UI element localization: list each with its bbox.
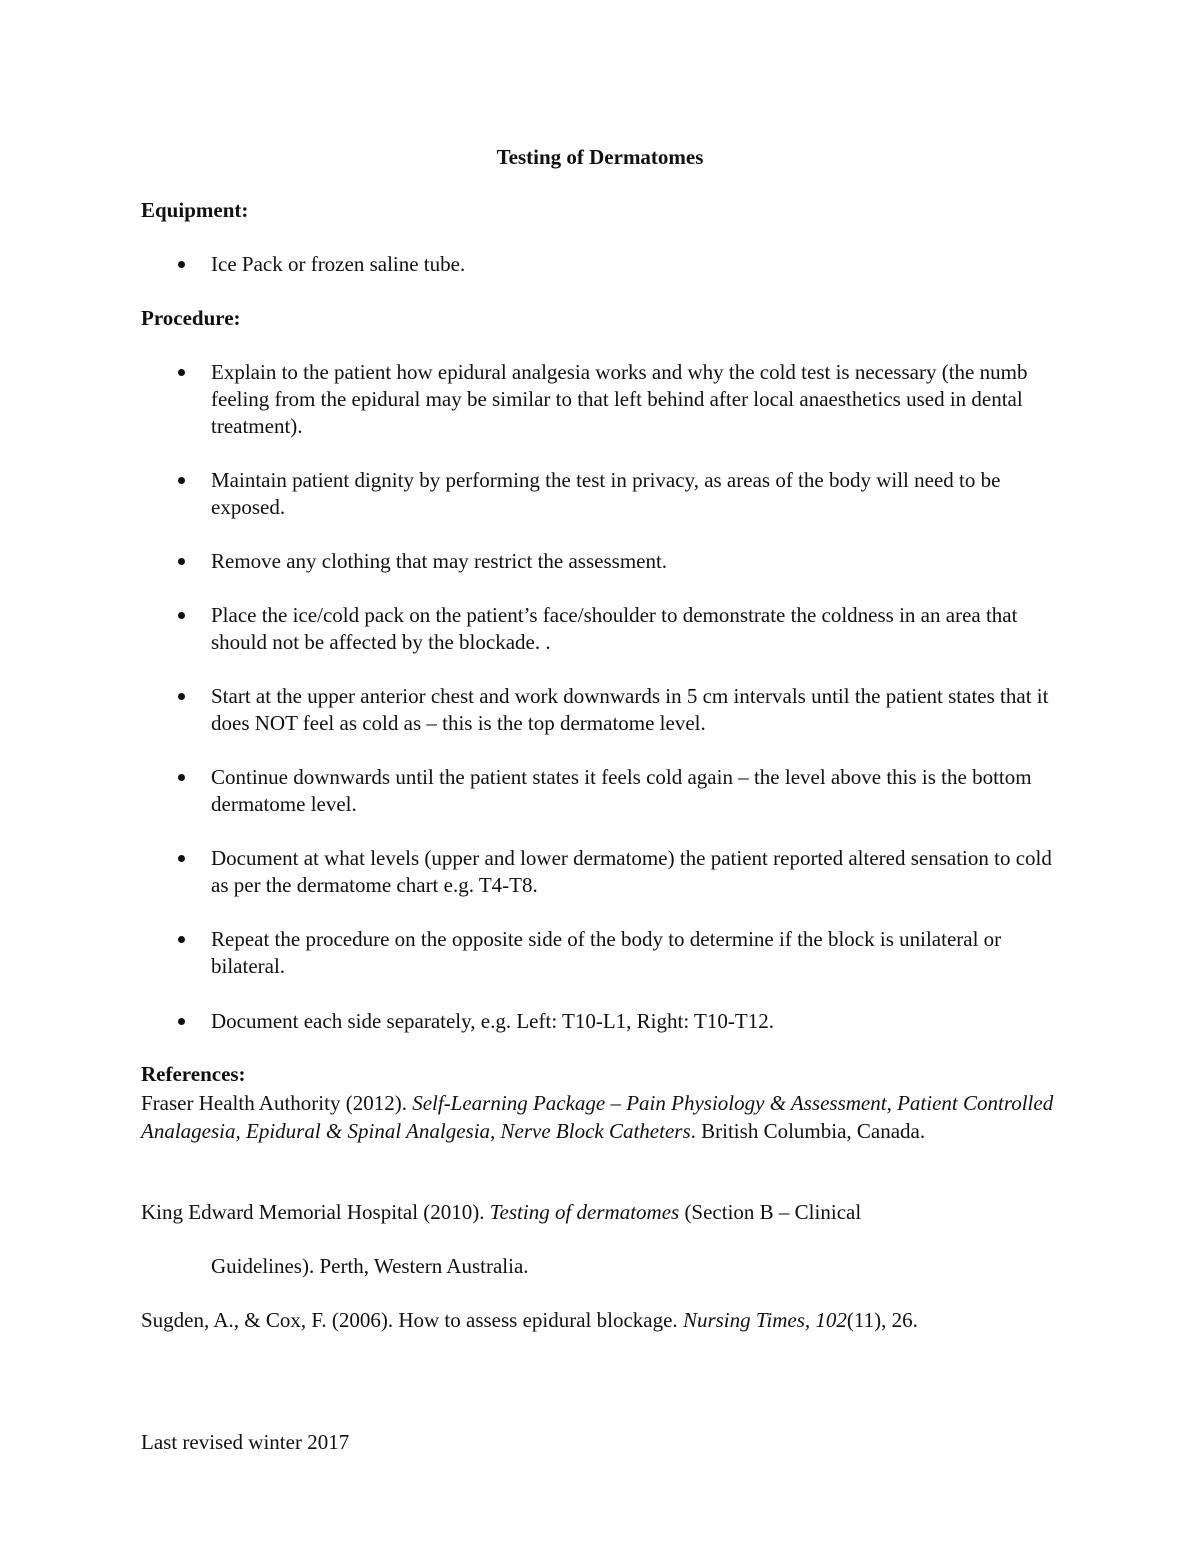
procedure-heading: Procedure: [141, 306, 241, 330]
procedure-item: Start at the upper anterior chest and work downwards in 5 cm intervals until the patient states that it does NOT feel as cold as – this is the top dermatome level. [211, 684, 1049, 735]
procedure-item: Remove any clothing that may restrict the assessment. [211, 549, 668, 573]
reference-title: Nursing Times, 102 [682, 1308, 847, 1332]
equipment-item: Ice Pack or frozen saline tube. [211, 252, 466, 276]
reference-king-edward [141, 1198, 1071, 1226]
bullet-icon [178, 1018, 185, 1025]
bullet-icon [178, 693, 185, 700]
bullet-icon [178, 369, 185, 376]
reference-text: Sugden, A., & Cox, F. (2006). How to assess epidural blockage. [141, 1308, 683, 1332]
equipment-heading: Equipment: [141, 198, 249, 222]
procedure-item: Document each side separately, e.g. Left: T10-L1, Right: T10-T12. [211, 1009, 774, 1033]
procedure-item: Explain to the patient how epidural analgesia works and why the cold test is necessary (the numb feeling from the epidural may be similar to that left behind after local anaesthetics used in dental treatment). [211, 360, 1028, 438]
bullet-icon [178, 936, 185, 943]
revision-footer: Last revised winter 2017 [141, 1430, 350, 1454]
bullet-icon [178, 261, 185, 268]
reference-title: Testing of dermatomes [489, 1200, 680, 1224]
reference-king-edward-continuation: Guidelines). Perth, Western Australia. [211, 1254, 529, 1278]
bullet-icon [178, 774, 185, 781]
bullet-icon [178, 855, 185, 862]
procedure-item: Maintain patient dignity by performing the test in privacy, as areas of the body will need to be exposed. [211, 468, 1001, 519]
references-heading: References: [141, 1062, 246, 1086]
reference-title: Self-Learning Package – Pain Physiology & Assessment, Patient Controlled Analagesia, Epidural & Spinal Analgesia, Nerve Block Catheters [141, 1091, 1054, 1143]
bullet-icon [178, 612, 185, 619]
reference-text: (Section B – Clinical [679, 1200, 862, 1224]
reference-fraser [141, 1089, 1071, 1145]
procedure-item: Repeat the procedure on the opposite side of the body to determine if the block is unilateral or bilateral. [211, 927, 1002, 978]
procedure-item: Place the ice/cold pack on the patient’s face/shoulder to demonstrate the coldness in an area that should not be affected by the blockade. . [211, 603, 1018, 654]
reference-sugden [141, 1306, 1071, 1334]
reference-text: Fraser Health Authority (2012). [141, 1091, 413, 1115]
document-title: Testing of Dermatomes [496, 145, 704, 169]
procedure-item: Document at what levels (upper and lower dermatome) the patient reported altered sensation to cold as per the dermatome chart e.g. T4-T8. [211, 846, 1052, 897]
bullet-icon [178, 558, 185, 565]
reference-text: King Edward Memorial Hospital (2010). [141, 1200, 490, 1224]
bullet-icon [178, 477, 185, 484]
reference-text: . British Columbia, Canada. [690, 1119, 926, 1143]
reference-text: (11), 26. [846, 1308, 918, 1332]
procedure-item: Continue downwards until the patient states it feels cold again – the level above this is the bottom dermatome level. [211, 765, 1032, 816]
